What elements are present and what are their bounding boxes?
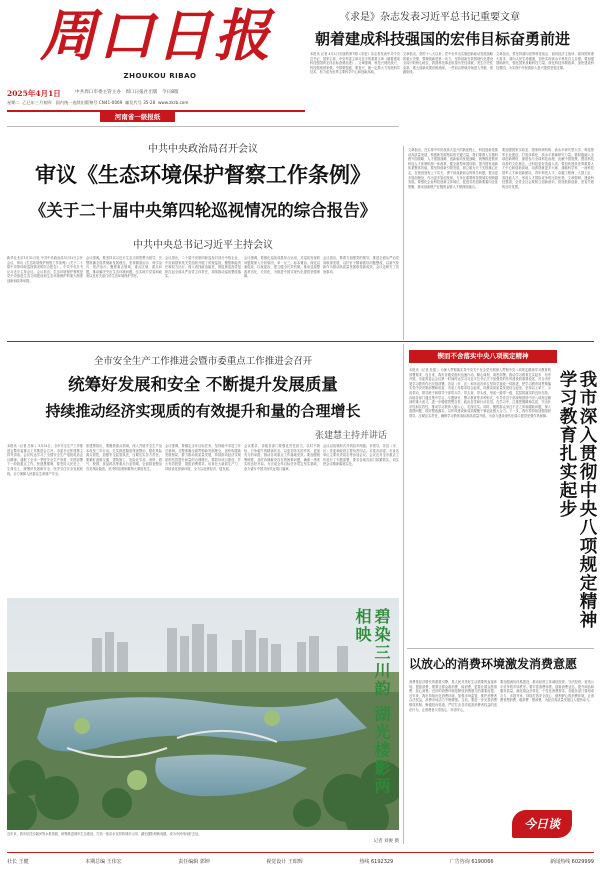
lead-body-5: 会议指出，要着力加强党的领导，推进全面从严治党向纵深发展，以钉钉子精神抓好问题整改，以新气象新作为推动高质量发展取得新成效。会议还研究了其他事项。 (323, 256, 399, 274)
lead-headline-1[interactable]: 审议《生态环境保护督察工作条例》 (35, 163, 371, 187)
second-byline: 张建慧主持并讲话 (314, 431, 387, 441)
second-body-5: 会议以视频形式开到县乡两级。市领导，各县（市、区）党委和政府主要负责同志，市委各部委、市直各单位主要负责同志等参加会议。会议还对全市重点工作进行了专题部署，要求各地各部门抓紧抓实，切实把会议精神落到实处。 (323, 444, 399, 467)
photo-caption-vertical: 碧染三川韵 湖光楼影两相映 (353, 608, 391, 796)
photo-credit: 记者 刘俊 摄 (373, 839, 399, 844)
divider (403, 344, 404, 844)
section-rule (7, 341, 594, 342)
second-body-2: 张建慧指出，要聚焦重点领域，深入开展安全生产治本攻坚三年行动，扎实推进隐患排查整治，强化风险源头管控，加强安全监管执法，压紧压实各方责任。要紧盯道路交通、建筑施工、危险化学品、消防、燃气、校园、食品药品等重点行业领域，全面排查整治各类风险隐患，坚决防范遏制重特大事故发生。 (86, 444, 162, 471)
second-headline-2[interactable]: 持续推动经济实现质的有效提升和量的合理增长 (45, 402, 361, 420)
top-right-body-1: 本报讯 记者 4月1日出版的第7期《求是》杂志将发表中共中央总书记、国家主席、中央军委主席习近平的重要文章《朝着建成科技强国的宏伟目标奋勇前进》。文章强调，科技兴则民族兴，科技强则国家强。中国要强盛、要复兴，就一定要大力发展科学技术，努力成为世界主要科学中心和创新高地。 (310, 52, 400, 75)
footer-item: 责任编辑 郭坤 (178, 859, 210, 865)
footer-item: 热线 6192329 (359, 859, 394, 865)
masthead-pinyin: ZHOUKOU RIBAO (123, 72, 197, 80)
divider (407, 648, 594, 649)
feature-body: 本报讯（记者 杜振 ）为深入贯彻落实党中央关于在全党开展深入贯彻中央八项规定精神学习教育的部署要求，连日来，我市各级党组织迅速行动，精心谋划、周密部署，推动学习教育扎实起步、有序开展。市委常委会会议第一时间传达学习习近平总书记关于加强党的作风建设的重要论述，对全市开展学习教育作出安排部署。各县（市、区）和市直各单位坚持学查改一体推进，把学习教育同贯彻落实党中央决策部署和省委、市委工作要求结合起来，同推动高质量发展结合起来，坚持以上率下、示范带动，领导班子和领导干部带头学、带头查、带头改，形成一级带一级、层层抓落实的良好态势。各地各部门通过集中学习、专题研讨、警示教育等多种形式，引导党员干部深刻领悟中央八项规定精神的重大意义，进一步增强思想自觉、政治自觉和行动自觉。在学习中，注重把握精神实质，突出针对性和实效性，推动学习教育入脑入心、走深走实。同时，聚焦群众身边不正之风和腐败问题，深入查摆问题、抓好整改落实，以作风建设新成效凝聚干事创业强大合力。下一步，我市将持续加强组织领导，压紧压实责任，确保学习教育高标准高质量开展，为奋力建设现代化周口提供坚强作风保障。 (409, 368, 551, 418)
lead-headline-2[interactable]: 《关于二十届中央第四轮巡视情况的综合报告》 (29, 201, 377, 220)
park-lake-picture (7, 598, 399, 830)
lead-body-1: 新华社北京3月31日电 中共中央政治局3月31日召开会议，审议《生态环境保护督察工作条例》《关于二十届中央第四轮巡视情况的综合报告》。中共中央总书记习近平主持会议。会议指出，生态环境保护督察是党中央推进生态文明建设和生态环境保护的重大制度创新和改革举措。 (7, 256, 83, 283)
post-code: 邮发代号 35-28 (125, 100, 156, 105)
org-publisher: 周口日报社出版 (125, 90, 158, 95)
divider (7, 126, 399, 127)
second-body-3: 会议强调，要锚定全年目标任务，坚持稳中求进工作总基调，完整准确全面贯彻新发展理念，加快构建新发展格局，着力推动高质量发展，持续推动经济实现质的有效提升和量的合理增长。要抓好项目建设，扩大有效投资，提振消费需求，培育壮大新质生产力，持续优化营商环境，全力以赴拼经济、促发展。 (165, 444, 241, 471)
footer-item: 新闻热线 6029999 (550, 859, 594, 865)
footer-rule (7, 852, 594, 853)
lunar-date: 乙巳年三月初四 (22, 100, 52, 105)
weekday: 星期二 (7, 100, 20, 105)
divider (403, 146, 404, 340)
page-count: 今日8版 (161, 90, 179, 95)
lead-body-3: 会议指出，二十届中央第四轮巡视对部分中管企业、中央和国家机关党组织开展了常规巡视，聚焦职能责任和权力运行，深入查找政治偏差，督促被巡视党组织扛起全面从严治党主体责任，持续推动巡视整改落实。 (165, 256, 241, 279)
today-talk-badge: 今日谈 (512, 810, 572, 838)
top-right-kicker: 《求是》杂志发表习近平总书记重要文章 (340, 12, 520, 23)
second-kicker: 全市安全生产工作推进会暨市委重点工作推进会召开 (93, 356, 313, 367)
feature-headline-vertical[interactable]: 我市深入贯彻中央八项规定精神学习教育扎实起步 (557, 370, 597, 629)
commentary-headline[interactable]: 以放心的消费环境激发消费意愿 (409, 657, 578, 671)
footer-item: 本期总编 王伟宏 (85, 859, 122, 865)
footer-item: 视觉设计 王昭辉 (266, 859, 303, 865)
footer-item: 广告咨询 6190066 (449, 859, 494, 865)
second-headline-1[interactable]: 统筹好发展和安全 不断提升发展质量 (68, 375, 338, 394)
masthead-logo: 周口日报 (40, 3, 272, 69)
issue-date: 2025年4月1日 (7, 89, 61, 98)
org-host: 中共周口市委主管主办 (75, 90, 121, 95)
website: www.zkrb.com (157, 100, 189, 105)
cn-number: 国内统一连续出版物号 CN41-0069 (55, 100, 123, 105)
grade-badge: 河南省一级报纸 (100, 112, 175, 122)
photo-description: 近年来，我市依托沙颍河等水系资源，统筹推进城市生态建设，打造一批亲水宜居的城市公园，湖光楼影相映成趣，成为市民休闲好去处。 (7, 832, 202, 836)
second-body-1: 本报讯（记者 吕林 ）3月31日，全市安全生产工作推进会暨市委重点工作推进会召开。市委书记张建慧主持并讲话。会议传达学习了全国安全生产电视电话会议精神，通报了全市一季度安全生产形势，安排部署下一阶段重点工作。张建慧强调，要坚持人民至上、生命至上，统筹好发展和安全，坚决守住安全发展底线，全力保障人民群众生命财产安全。 (7, 444, 83, 476)
footer-bar (7, 856, 594, 868)
footer-item: 社长 王健 (7, 859, 29, 865)
lead-kicker: 中共中央政治局召开会议 (148, 144, 258, 155)
right-body-1: 文章指出，在实现中华民族伟大复兴的新征程上，科技创新是推动高质量发展、构建新发展格局的关键力量。我们要深入实施科教兴国战略、人才强国战略、创新驱动发展战略，统筹推进教育科技人才体制机制一体改革，健全新型举国体制，提升国家创新体系整体效能。要坚持创新引领发展，树立敢为天下先的雄心壮志，在独创独有上下功夫，勇于挑战最前沿的科学问题，提出更多原创理论，作出更多原创发现，力争在重要科技领域实现跨越发展。要强化企业科技创新主体地位，促进各类创新要素向企业集聚，推动创新链产业链资金链人才链深度融合。 (408, 148, 498, 189)
lead-body-4: 会议强调，要强化巡视成果综合运用，对巡视发现的问题要深入分析原因，举一反三，标本兼治，深化以案促改、以案促治，建立健全长效机制，推动巡视整改常态化、长效化，为推进中国式现代化提供坚强保障。 (244, 256, 320, 279)
commentary-body-1: 消费是经济增长的重要引擎，是人民对美好生活需要的直接体现。提振消费，既要让群众敢消费、能消费，更要让群众愿消费、放心消费。良好的消费环境是释放消费潜力的重要前提。近年来，我市持续优化消费环境，加强市场监管，维护消费者合法权益，消费市场活力不断增强。当前，要进一步完善消费维权机制，畅通投诉渠道，严厉打击各类侵害消费者权益的违法行为，让消费者买得放心、用得安心。 (409, 680, 497, 712)
second-body-4: 会议要求，各级各部门要强化责任担当，以时不我待、只争朝夕的精神状态，以更加务实的作风、更加有力的举措，推动各项重点工作落地见效。要加强统筹调度，及时协调解决存在的困难问题，确保一季度实现良好开局，为完成全年目标任务奠定坚实基础，奋力谱写中国式现代化周口篇章。 (244, 444, 320, 471)
top-right-headline[interactable]: 朝着建成科技强国的宏伟目标奋勇前进 (315, 30, 571, 48)
commentary-body-2: 要加强诚信体系建设，推动经营主体诚信经营、守法经营，营造公平竞争的市场秩序。要丰富消费场景，创新消费业态，提升商品和服务质量，满足群众多样化、个性化消费需求。各级各部门要形成合力，多措并举，持续打造安全放心、便利舒心的消费环境，让消费者想消费、敢消费、愿消费，为经济高质量发展注入强劲动力。 (500, 680, 594, 703)
feature-banner: 锲而不舍落实中央八项规定精神 (409, 350, 557, 363)
top-right-body-2: 文章指出，党的十八大以来，党中央作出实施创新驱动发展战略的重大决策，强调创新是第一动力，坚持创新在我国现代化建设全局中的核心地位，我国科技事业取得历史性成就、发生历史性变革，重大创新成果竞相涌现，一些前沿领域开始进入并跑、领跑阶段。 (403, 52, 493, 75)
right-body-2: 要加强国家实验室、国家科研机构、高水平研究型大学、科技领军企业建设，打造体系化、高水平基础研究力量。要积极融入全球创新网络，深度参与全球科技治理，贡献中国智慧，塑造科技向善的文化理念，让科技更好造福人类。要加快建设世界重要人才中心和创新高地，培养造就更多大师、战略科学家、一流科技领军人才和创新团队、青年科技人才、卓越工程师、大国工匠、高技能人才，形成人才国际竞争的比较优势。文章强调，建设科技强国，全党全社会要树立创新意识，营造鼓励创新、宽容失败的良好氛围。 (502, 148, 594, 189)
lead-subhead: 中共中央总书记习近平主持会议 (133, 240, 273, 251)
landscape-photo (7, 598, 399, 830)
lead-body-2: 会议强调，要坚持以习近平生态文明思想为指导，完整准确全面贯彻新发展理念，坚持精准治污、科学治污、依法治污，聚焦重点领域、重点区域、重点问题，推动解决突出生态环境问题，压实地方党委和政府以及有关部门的生态环境保护责任。 (86, 256, 162, 279)
top-right-body-3: 文章指出，要坚持面向世界科技前沿、面向经济主战场、面向国家重大需求、面向人民生命健康，加快实现高水平科技自立自强。要加强基础研究，强化国家战略科技力量，深化科技体制改革，加快建设科技强国，为实现中华民族伟大复兴提供坚强支撑。 (496, 52, 594, 70)
